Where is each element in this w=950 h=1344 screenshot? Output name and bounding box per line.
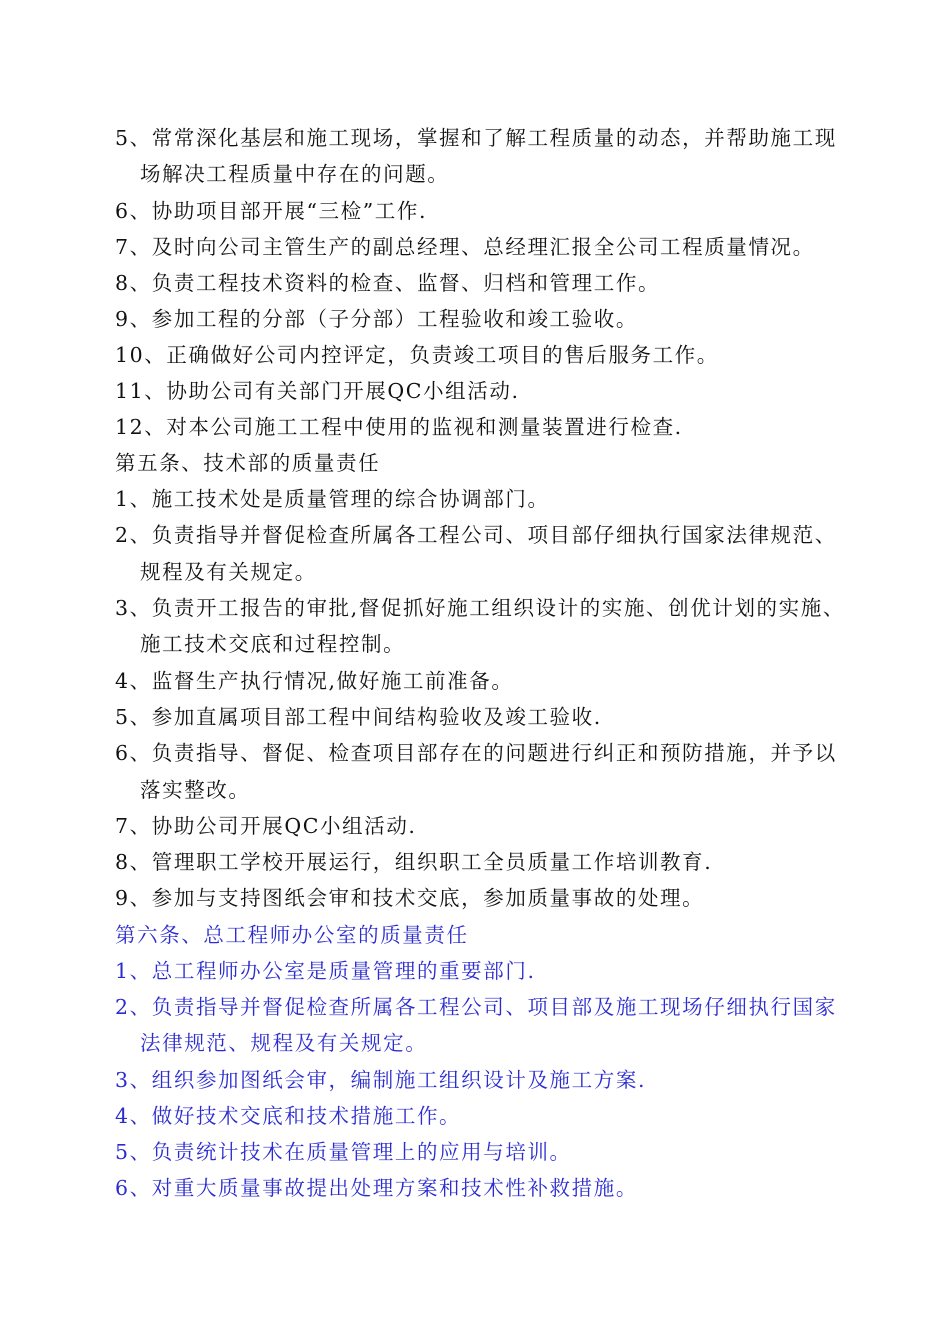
list-item-continuation: 场解决工程质量中存在的问题。	[140, 162, 450, 186]
list-item: 7、协助公司开展QC小组活动.	[115, 814, 417, 838]
list-item: 12、对本公司施工工程中使用的监视和测量装置进行检查.	[115, 415, 683, 439]
list-item: 9、参加工程的分部（子分部）工程验收和竣工验收。	[115, 307, 638, 331]
list-item-continuation: 规程及有关规定。	[140, 560, 317, 584]
list-item: 4、监督生产执行情况,做好施工前准备。	[115, 669, 514, 693]
list-item: 1、总工程师办公室是质量管理的重要部门.	[115, 959, 536, 983]
list-item: 8、负责工程技术资料的检查、监督、归档和管理工作。	[115, 271, 661, 295]
section-heading: 第六条、总工程师办公室的质量责任	[115, 923, 469, 947]
list-item: 3、组织参加图纸会审，编制施工组织设计及施工方案.	[115, 1068, 647, 1092]
list-item: 10、正确做好公司内控评定，负责竣工项目的售后服务工作。	[115, 343, 719, 367]
list-item: 4、做好技术交底和技术措施工作。	[115, 1104, 462, 1128]
list-item: 11、协助公司有关部门开展QC小组活动.	[115, 379, 520, 403]
list-item: 6、负责指导、督促、检查项目部存在的问题进行纠正和预防措施，并予以	[115, 741, 837, 765]
list-item: 9、参加与支持图纸会审和技术交底，参加质量事故的处理。	[115, 886, 705, 910]
section-heading: 第五条、技术部的质量责任	[115, 451, 381, 475]
list-item: 5、参加直属项目部工程中间结构验收及竣工验收.	[115, 705, 602, 729]
list-item-continuation: 法律规范、规程及有关规定。	[140, 1031, 428, 1055]
list-item: 5、常常深化基层和施工现场，掌握和了解工程质量的动态，并帮助施工现	[115, 126, 837, 150]
list-item: 8、管理职工学校开展运行，组织职工全员质量工作培训教育.	[115, 850, 713, 874]
list-item-continuation: 施工技术交底和过程控制。	[140, 632, 406, 656]
list-item: 2、负责指导并督促检查所属各工程公司、项目部仔细执行国家法律规范、	[115, 523, 837, 547]
list-item: 5、负责统计技术在质量管理上的应用与培训。	[115, 1140, 572, 1164]
list-item-continuation: 落实整改。	[140, 778, 251, 802]
list-item: 6、对重大质量事故提出处理方案和技术性补救措施。	[115, 1176, 638, 1200]
list-item: 7、及时向公司主管生产的副总经理、总经理汇报全公司工程质量情况。	[115, 235, 815, 259]
list-item: 6、协助项目部开展“三检”工作.	[115, 199, 428, 223]
list-item: 3、负责开工报告的审批,督促抓好施工组织设计的实施、创优计划的实施、	[115, 596, 845, 620]
list-item: 1、施工技术处是质量管理的综合协调部门。	[115, 487, 550, 511]
list-item: 2、负责指导并督促检查所属各工程公司、项目部及施工现场仔细执行国家	[115, 995, 837, 1019]
